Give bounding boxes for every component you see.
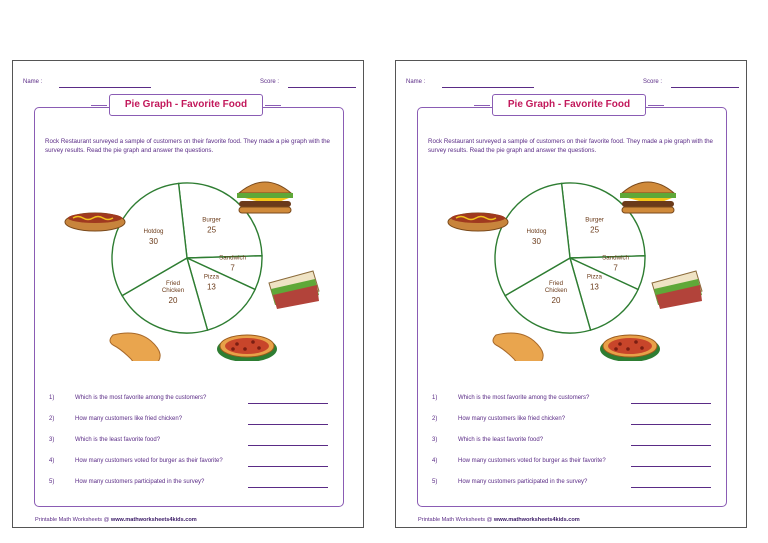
slice-label: Sandwich xyxy=(219,254,247,262)
name-label: Name : xyxy=(23,79,43,85)
slice-value: 30 xyxy=(149,237,158,247)
question-text: Which is the most favorite among the customers? xyxy=(458,395,590,401)
footer-prefix: Printable Math Worksheets @ xyxy=(35,517,111,523)
slice-label: Burger xyxy=(585,216,604,224)
slice-label: Fried xyxy=(548,279,564,287)
answer-line[interactable] xyxy=(631,445,711,446)
slice-label: Pizza xyxy=(586,273,602,281)
chicken-leg-image xyxy=(110,333,160,361)
slice-value: 25 xyxy=(207,225,217,235)
intro-text: Rock Restaurant surveyed a sample of customers on their favorite food. They made a pie graph with the survey results. Read the pie graph and answer the questions. xyxy=(428,138,714,154)
hotdog-image xyxy=(448,213,508,231)
slice-value: 13 xyxy=(589,282,599,292)
score-label: Score : xyxy=(643,79,663,85)
slice-label: Chicken xyxy=(544,286,568,294)
worksheet-page-right xyxy=(395,60,747,528)
question-number: 5) xyxy=(49,479,55,485)
question-1 xyxy=(49,395,349,405)
answer-line[interactable] xyxy=(631,403,711,404)
footer-credit xyxy=(35,517,197,523)
slice-label: Chicken xyxy=(161,286,185,294)
slice-value: 30 xyxy=(532,237,541,247)
question-2 xyxy=(432,416,732,426)
question-number: 3) xyxy=(432,437,438,443)
slice-value: 20 xyxy=(551,295,561,305)
pizza-image xyxy=(600,335,660,361)
slice-value: 25 xyxy=(590,225,600,235)
hotdog-image xyxy=(65,213,125,231)
question-2 xyxy=(49,416,349,426)
question-5 xyxy=(432,479,732,489)
answer-line[interactable] xyxy=(248,487,328,488)
sandwich-image xyxy=(269,271,319,309)
worksheet-title: Pie Graph - Favorite Food xyxy=(109,94,263,116)
question-text: Which is the least favorite food? xyxy=(458,437,544,443)
question-number: 3) xyxy=(49,437,55,443)
slice-label: Pizza xyxy=(203,273,219,281)
worksheet-title: Pie Graph - Favorite Food xyxy=(492,94,646,116)
question-number: 2) xyxy=(49,416,55,422)
question-5 xyxy=(49,479,349,489)
slice-value: 20 xyxy=(168,295,178,305)
pie-chart xyxy=(13,61,365,361)
answer-line[interactable] xyxy=(248,466,328,467)
answer-line[interactable] xyxy=(631,466,711,467)
intro-text: Rock Restaurant surveyed a sample of customers on their favorite food. They made a pie graph with the survey results. Read the pie graph and answer the questions. xyxy=(45,138,331,154)
slice-label: Hotdog xyxy=(143,228,164,236)
chicken-leg-image xyxy=(493,333,543,361)
question-text: Which is the most favorite among the customers? xyxy=(75,395,207,401)
question-number: 4) xyxy=(432,458,438,464)
question-3 xyxy=(432,437,732,447)
pizza-image xyxy=(217,335,277,361)
answer-line[interactable] xyxy=(248,403,328,404)
slice-value: 7 xyxy=(230,263,235,273)
question-text: How many customers participated in the survey? xyxy=(75,479,205,485)
answer-line[interactable] xyxy=(631,487,711,488)
question-text: How many customers participated in the survey? xyxy=(458,479,588,485)
name-label: Name : xyxy=(406,79,426,85)
question-number: 2) xyxy=(432,416,438,422)
burger-image xyxy=(237,182,293,213)
question-text: How many customers like fried chicken? xyxy=(75,416,183,422)
slice-label: Fried xyxy=(165,279,181,287)
burger-image xyxy=(620,182,676,213)
slice-label: Hotdog xyxy=(526,228,547,236)
question-number: 5) xyxy=(432,479,438,485)
footer-site: www.mathworksheets4kids.com xyxy=(110,517,197,523)
footer-prefix: Printable Math Worksheets @ xyxy=(418,517,494,523)
slice-value: 13 xyxy=(206,282,216,292)
question-number: 1) xyxy=(49,395,55,401)
slice-label: Burger xyxy=(202,216,221,224)
slice-label: Sandwich xyxy=(602,254,630,262)
question-text: How many customers like fried chicken? xyxy=(458,416,566,422)
pie-chart xyxy=(396,61,748,361)
answer-line[interactable] xyxy=(248,445,328,446)
answer-line[interactable] xyxy=(631,424,711,425)
answer-line[interactable] xyxy=(248,424,328,425)
sandwich-image xyxy=(652,271,702,309)
slice-value: 7 xyxy=(613,263,618,273)
footer-site: www.mathworksheets4kids.com xyxy=(493,517,580,523)
question-text: How many customers voted for burger as their favorite? xyxy=(75,458,223,464)
question-1 xyxy=(432,395,732,405)
question-number: 4) xyxy=(49,458,55,464)
question-4 xyxy=(432,458,732,468)
question-4 xyxy=(49,458,349,468)
question-number: 1) xyxy=(432,395,438,401)
footer-credit xyxy=(418,517,580,523)
score-label: Score : xyxy=(260,79,280,85)
worksheet-page-left xyxy=(12,60,364,528)
question-3 xyxy=(49,437,349,447)
question-text: How many customers voted for burger as their favorite? xyxy=(458,458,606,464)
question-text: Which is the least favorite food? xyxy=(75,437,161,443)
